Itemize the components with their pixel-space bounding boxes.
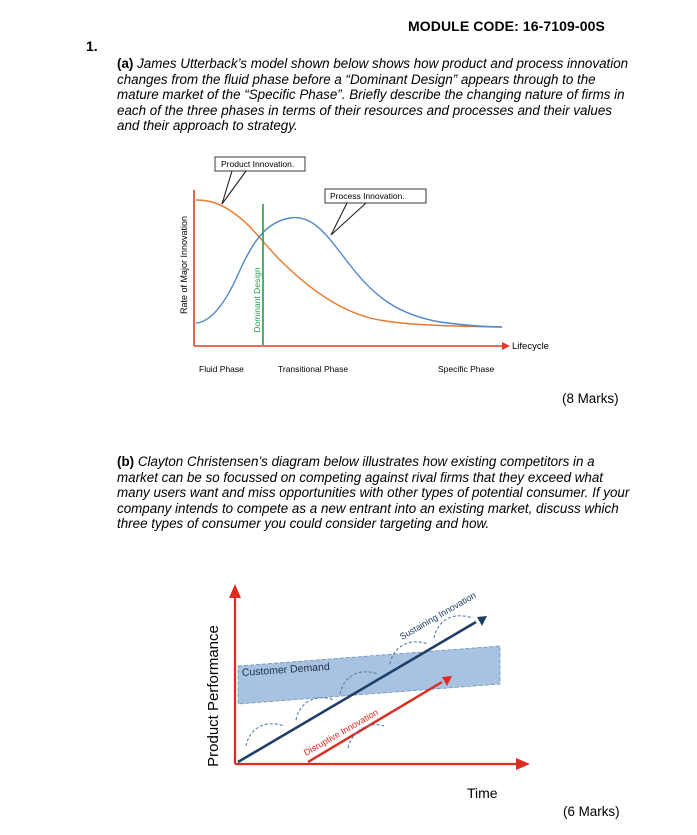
time-x-arrow: [516, 758, 530, 770]
process-callout-pointer: [331, 203, 366, 235]
time-x-label: Time: [467, 785, 498, 801]
part-a-body: James Utterback’s model shown below shows how product and process innovation changes from the fluid phase before a “Dominant Design” appears through to the mature market of the “Specific Phase”. Briefly describe the changing nature of firms in each of the three phases in terms of their resources and processes and their values and their approach to strategy.: [117, 56, 629, 134]
part-b-label: (b): [117, 454, 135, 469]
disruptive-innovation-label: Disruptive Innovation: [302, 707, 380, 758]
performance-y-arrow: [229, 584, 241, 598]
phase-specific: Specific Phase: [438, 364, 495, 374]
phase-transitional: Transitional Phase: [278, 364, 349, 374]
process-innovation-label: Process Innovation.: [330, 191, 405, 201]
part-a-label: (a): [117, 56, 134, 71]
utterback-x-arrow: [502, 342, 510, 350]
utterback-y-label: Rate of Major Innovation: [179, 215, 189, 315]
dominant-design-label: Dominant Design: [252, 267, 262, 333]
product-innovation-label: Product Innovation.: [221, 159, 295, 169]
customer-demand-label: Customer Demand: [241, 660, 331, 679]
christensen-diagram: [198, 576, 538, 806]
question-number: 1.: [86, 38, 98, 54]
sustaining-arrow: [477, 616, 487, 626]
performance-y-label: Product Performance: [205, 625, 222, 767]
part-a-marks: (8 Marks): [562, 391, 619, 406]
utterback-x-label: Lifecycle: [512, 341, 549, 352]
part-b-text: [117, 454, 637, 532]
module-code: MODULE CODE: 16-7109-00S: [408, 18, 605, 34]
part-b-body: Clayton Christensen’s diagram below illustrates how existing competitors in a market can be so focussed on competing against rival firms that they exceed what many users want and miss opportunities with other types of potential consumer. If your company intends to compete as a new entrant into an existing market, discuss which three types of consumer you could consider targeting and how.: [117, 454, 630, 532]
utterback-diagram: [170, 150, 590, 380]
part-a-text: [117, 56, 637, 134]
sustaining-innovation-label: Sustaining Innovation: [398, 590, 478, 642]
part-b-marks: (6 Marks): [563, 804, 620, 819]
phase-fluid: Fluid Phase: [199, 364, 244, 374]
product-callout-pointer: [222, 171, 246, 204]
